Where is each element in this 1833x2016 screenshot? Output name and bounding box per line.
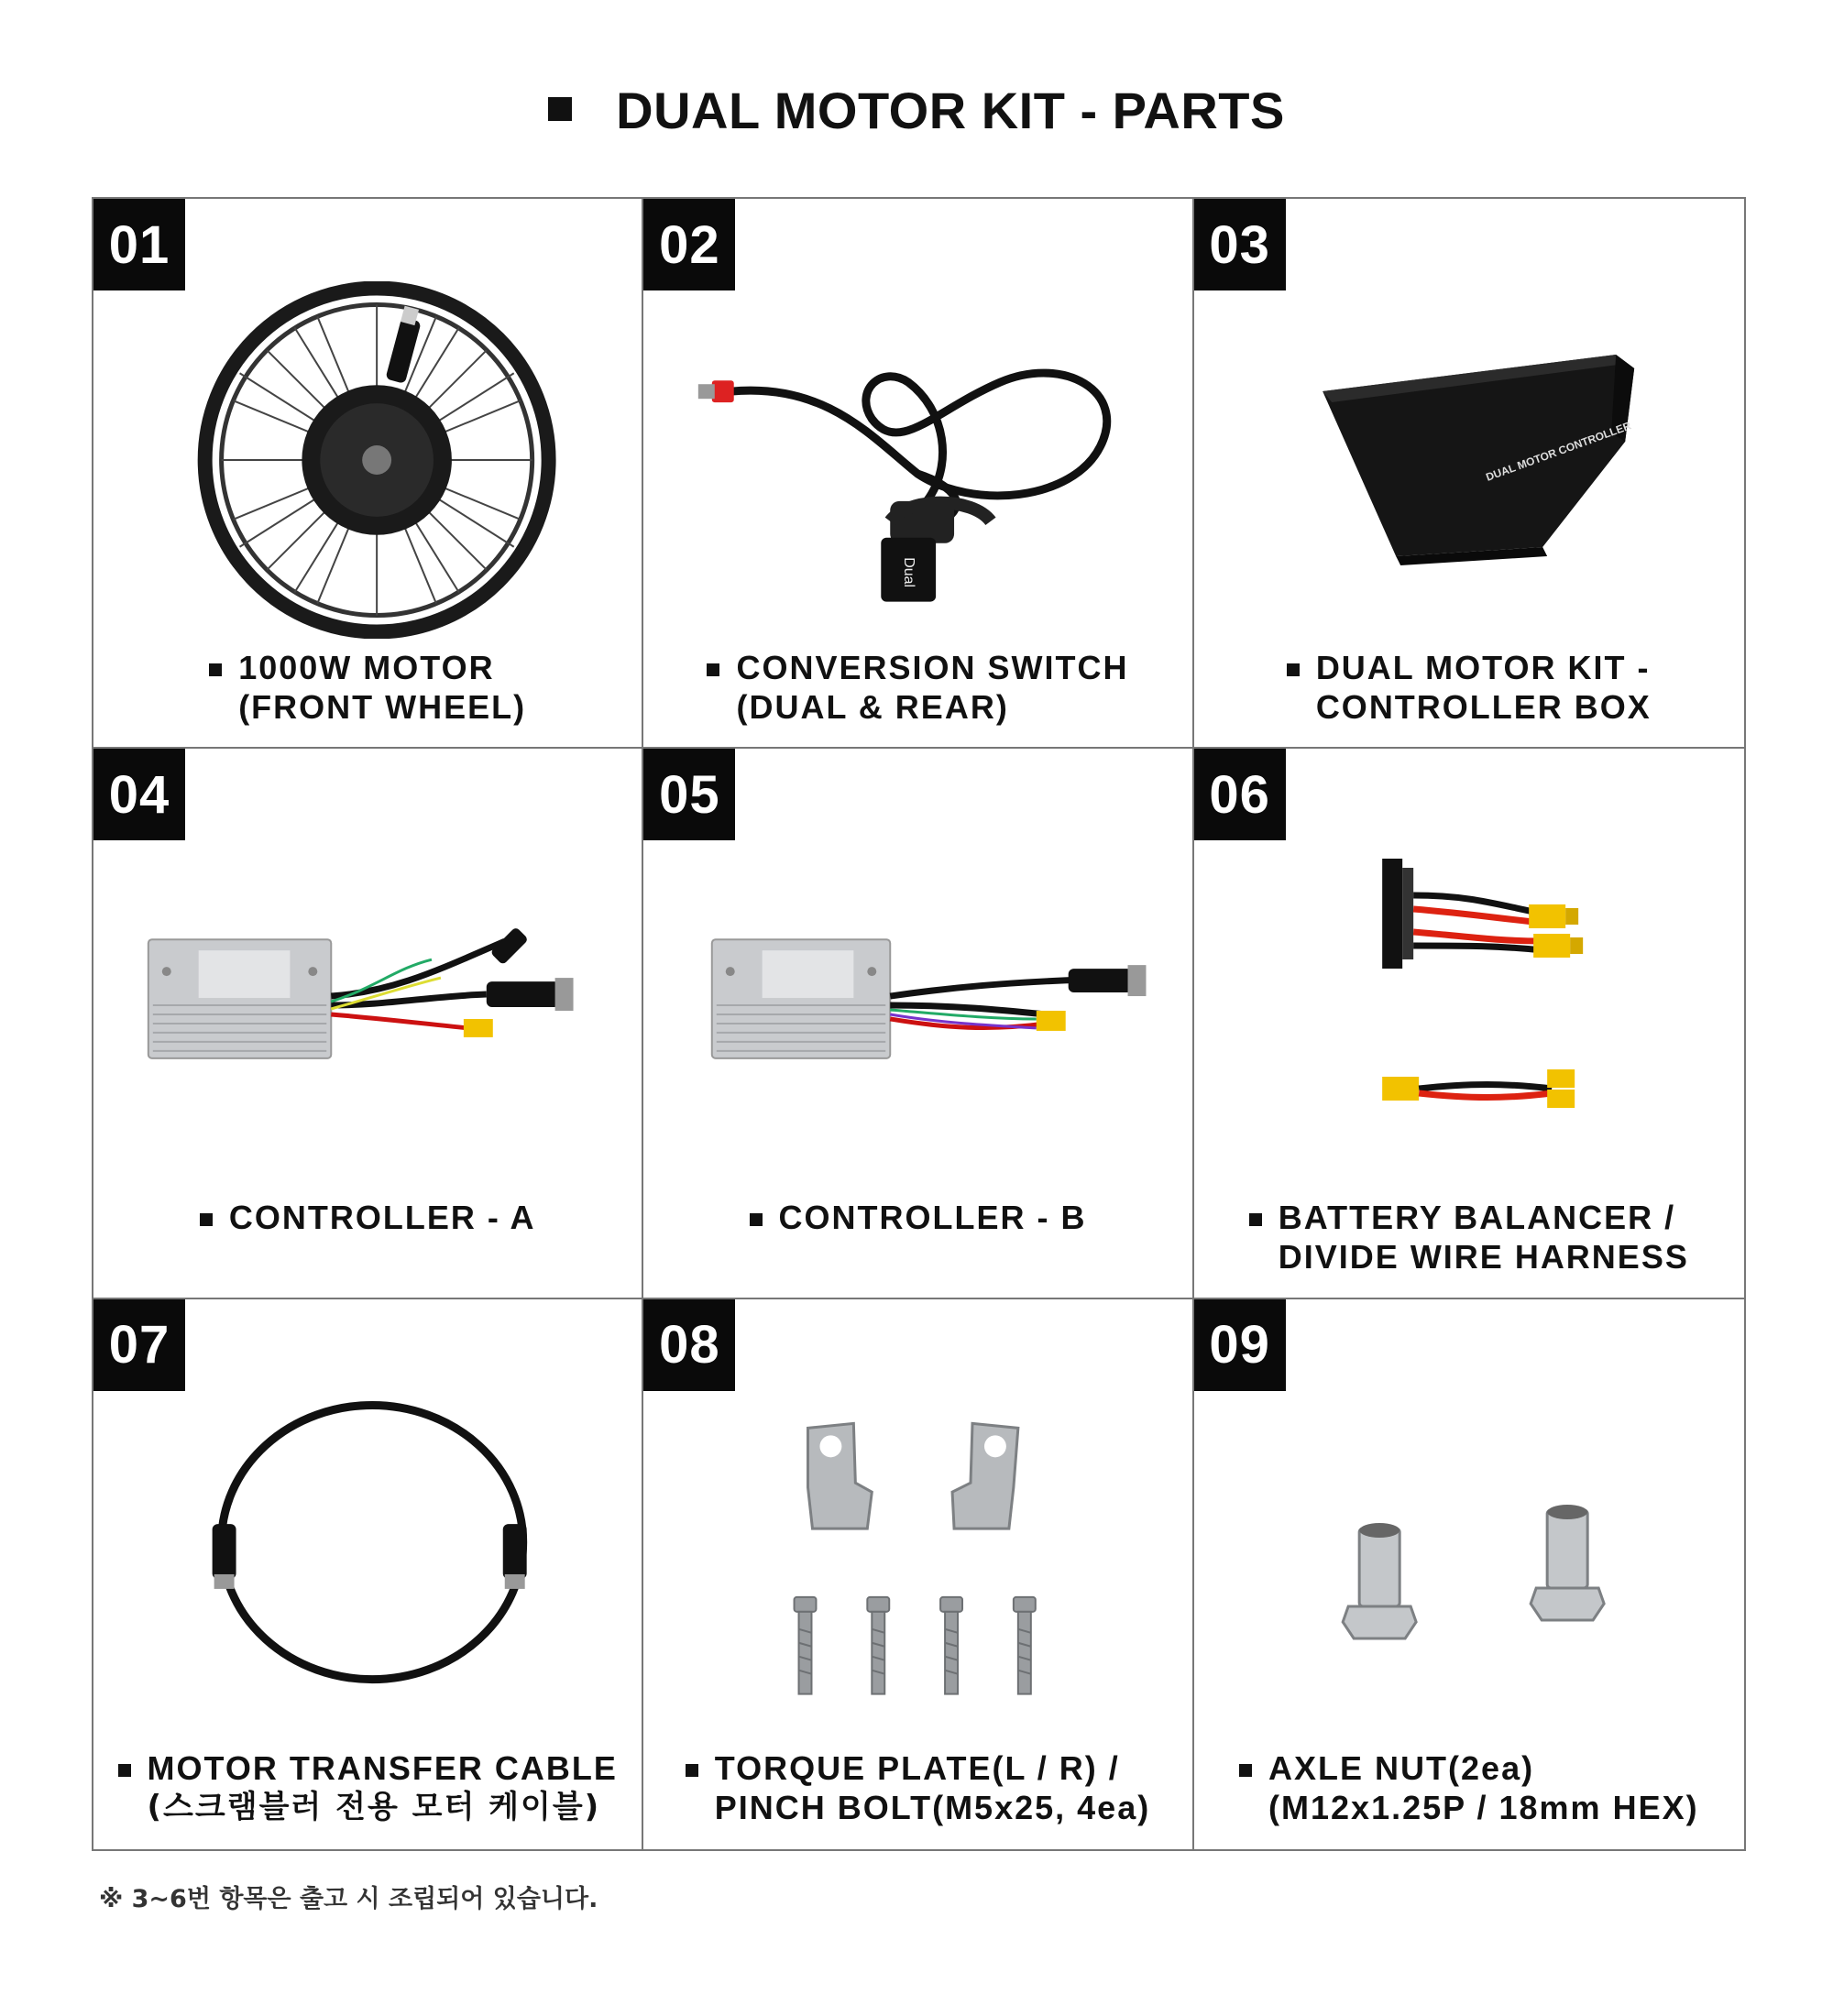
part-card-09 bbox=[1194, 1299, 1744, 1849]
footnote: ※ 3~6번 항목은 출고 시 조립되어 있습니다. bbox=[99, 1885, 598, 1913]
caption-line: AXLE NUT(2ea) bbox=[1268, 1748, 1535, 1787]
torque-plate-bolt-icon bbox=[643, 1382, 1191, 1739]
wheel-icon bbox=[93, 281, 642, 639]
part-caption bbox=[643, 648, 1191, 727]
bullet-icon bbox=[1249, 1213, 1262, 1226]
caption-line: CONTROLLER BOX bbox=[1315, 688, 1652, 726]
parts-grid bbox=[92, 197, 1746, 1851]
title-text: DUAL MOTOR KIT - PARTS bbox=[616, 82, 1285, 139]
caption-line: MOTOR TRANSFER CABLE bbox=[147, 1748, 618, 1787]
caption-line: 1000W MOTOR bbox=[238, 649, 495, 686]
wire-harness-icon bbox=[1194, 831, 1744, 1189]
title-square-icon bbox=[548, 97, 572, 121]
part-caption bbox=[643, 1748, 1191, 1827]
part-caption bbox=[1194, 1198, 1744, 1276]
part-number: 03 bbox=[1194, 199, 1286, 290]
caption-line: (M12x1.25P / 18mm HEX) bbox=[1268, 1788, 1699, 1826]
controller-a-icon bbox=[93, 831, 642, 1189]
part-caption bbox=[93, 648, 642, 727]
bullet-icon bbox=[1287, 663, 1300, 676]
part-caption bbox=[1194, 648, 1744, 727]
bullet-icon bbox=[686, 1764, 698, 1777]
caption-line: (스크램블러 전용 모터 케이블) bbox=[147, 1788, 601, 1825]
part-card-08 bbox=[643, 1299, 1193, 1849]
part-caption bbox=[93, 1748, 642, 1827]
part-card-04 bbox=[93, 749, 643, 1298]
bullet-icon bbox=[707, 663, 719, 676]
bullet-icon bbox=[209, 663, 222, 676]
part-card-03 bbox=[1194, 199, 1744, 749]
part-caption bbox=[643, 1198, 1191, 1237]
switch-print: Dual bbox=[901, 557, 917, 588]
caption-line: CONVERSION SWITCH bbox=[736, 649, 1129, 686]
caption-line: DIVIDE WIRE HARNESS bbox=[1278, 1238, 1689, 1276]
part-card-07 bbox=[93, 1299, 643, 1849]
part-card-02 bbox=[643, 199, 1193, 749]
part-number: 07 bbox=[93, 1299, 185, 1391]
caption-line: BATTERY BALANCER / bbox=[1278, 1199, 1676, 1237]
caption-line: (FRONT WHEEL) bbox=[238, 688, 527, 726]
cable-loop-icon bbox=[93, 1382, 642, 1739]
page-title bbox=[0, 81, 1833, 140]
caption-line: CONTROLLER - B bbox=[778, 1199, 1087, 1237]
part-caption bbox=[93, 1198, 642, 1237]
part-card-05 bbox=[643, 749, 1193, 1298]
caption-line: DUAL MOTOR KIT - bbox=[1315, 649, 1651, 686]
part-number: 06 bbox=[1194, 749, 1286, 840]
part-number: 01 bbox=[93, 199, 185, 290]
part-caption bbox=[1194, 1748, 1744, 1827]
part-number: 02 bbox=[643, 199, 735, 290]
box-print: DUAL MOTOR CONTROLLER bbox=[1484, 419, 1633, 484]
bullet-icon bbox=[118, 1764, 131, 1777]
axle-nut-icon bbox=[1194, 1382, 1744, 1739]
bullet-icon bbox=[200, 1213, 213, 1226]
part-card-06 bbox=[1194, 749, 1744, 1298]
switch-cable-icon bbox=[643, 281, 1191, 639]
controller-box-icon bbox=[1194, 281, 1744, 639]
part-number: 04 bbox=[93, 749, 185, 840]
caption-line: CONTROLLER - A bbox=[228, 1199, 536, 1237]
caption-line: (DUAL & REAR) bbox=[736, 688, 1009, 726]
bullet-icon bbox=[750, 1213, 763, 1226]
caption-line: PINCH BOLT(M5x25, 4ea) bbox=[714, 1788, 1151, 1826]
caption-line: TORQUE PLATE(L / R) / bbox=[714, 1748, 1120, 1787]
part-number: 05 bbox=[643, 749, 735, 840]
part-card-01 bbox=[93, 199, 643, 749]
bullet-icon bbox=[1239, 1764, 1252, 1777]
part-number: 09 bbox=[1194, 1299, 1286, 1391]
controller-b-icon bbox=[643, 831, 1191, 1189]
part-number: 08 bbox=[643, 1299, 735, 1391]
